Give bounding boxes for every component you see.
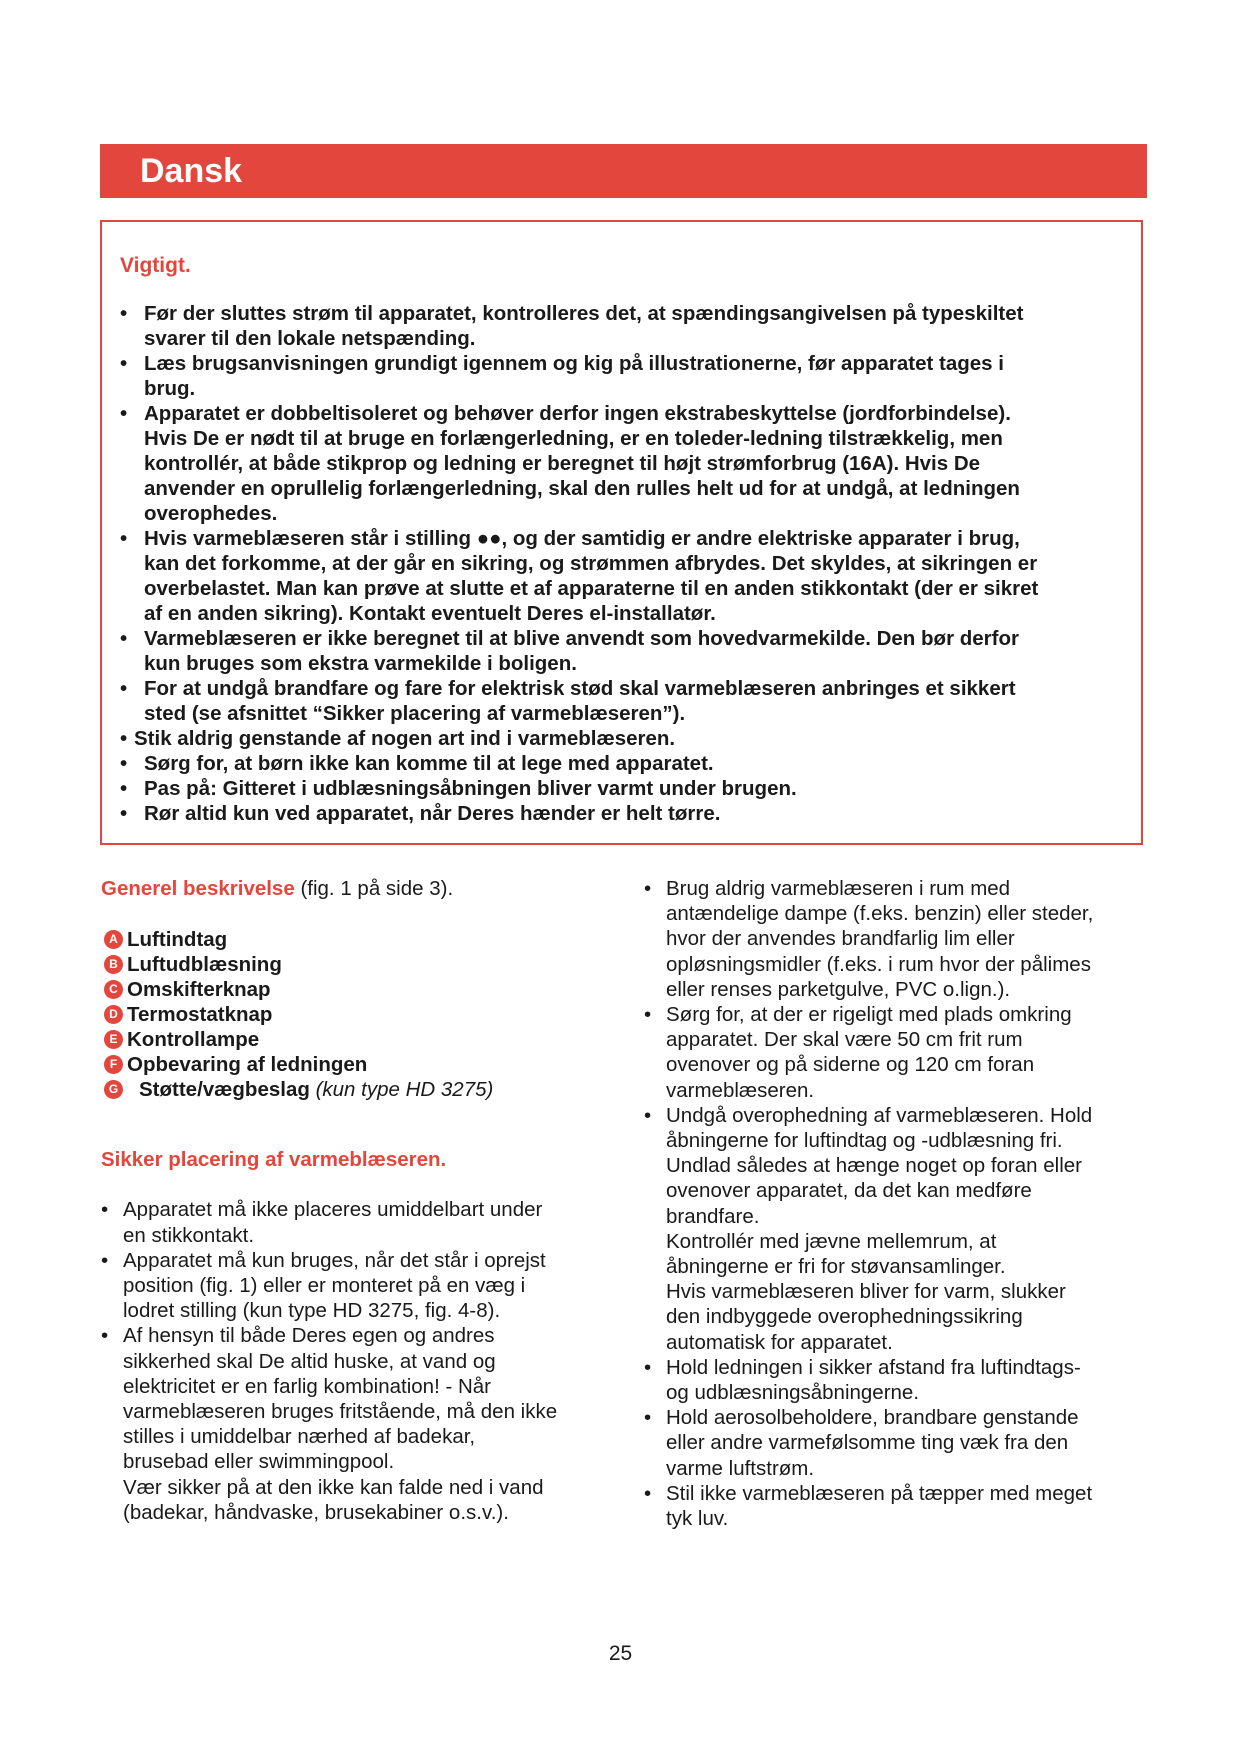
item-text: Apparatet må kun bruges, når det står i oprejst position (fig. 1) eller er monteret på en væg i lodret stilling (kun type HD 3275, fig. 4-8). <box>123 1248 546 1323</box>
legend-item <box>101 1077 631 1102</box>
item-text: Af hensyn til både Deres egen og andres sikkerhed skal De altid huske, at vand og elektricitet er en farlig kombination! - Når varmeblæseren bruges fritstående, må den ikke stilles i umiddelbar nærhed af badekar, brusebad eller swimmingpool. Vær sikker på at den ikke kan falde ned i vand (badekar, håndvaske, brusekabiner o.s.v.). <box>123 1324 558 1524</box>
list-item: • Hold aerosolbeholdere, brandbare genstande eller andre varmefølsomme ting væk fra den varme luftstrøm. <box>644 1406 1079 1480</box>
list-item: • Hold ledningen i sikker afstand fra luftindtags- og udblæsningsåbningerne. <box>644 1355 1081 1405</box>
legend-label: Termostatknap <box>127 1003 273 1027</box>
list-item: • Hvis varmeblæseren står i stilling ●●, og der samtidig er andre elektriske apparater i brug, kan det forkomme, at der går en sikring, og strømmen afbrydes. Det skyldes, at sikringen er overbelastet. Man kan prøve at slutte et af apparaterne til en anden stikkontakt (der er sikret af en anden sikring). Kontakt eventuelt Deres el-installatør. <box>120 527 1039 625</box>
important-box <box>100 220 1143 845</box>
item-text: Hvis varmeblæseren står i stilling ●●, og der samtidig er andre elektriske apparater i brug, kan det forkomme, at der går en sikring, og strømmen afbrydes. Det skyldes, at sikringen er overbelastet. Man kan prøve at slutte et af apparaterne til en anden stikkontakt (der er sikret af en anden sikring). Kontakt eventuelt Deres el-installatør. <box>144 527 1039 625</box>
item-text: Varmeblæseren er ikke beregnet til at blive anvendt som hovedvarmekilde. Den bør derfor kun bruges som ekstra varmekilde i boligen. <box>144 627 1019 675</box>
legend-item <box>101 1052 631 1077</box>
general-title: Generel beskrivelse <box>101 877 295 900</box>
item-text: Undgå overophedning af varmeblæseren. Hold åbningerne for luftindtag og -udblæsning fri. Undlad således at hænge noget op foran eller ovenover apparatet, da det kan medføre brandfare. Kontrollér med jævne mellemrum, at åbningerne er fri for støvansamlinger. Hvis varmeblæseren bliver for varm, slukker den indbyggede overophedningssikring automatisk for apparatet. <box>666 1103 1093 1354</box>
general-ref: (fig. 1 på side 3). <box>300 877 454 900</box>
legend-label: Kontrollampe <box>127 1028 260 1052</box>
list-item: • Rør altid kun ved apparatet, når Deres hænder er helt tørre. <box>120 802 721 825</box>
letter-badge-icon: B <box>104 955 123 974</box>
list-item: • Stil ikke varmeblæseren på tæpper med meget tyk luv. <box>644 1481 1093 1531</box>
item-text: Brug aldrig varmeblæseren i rum med antændelige dampe (f.eks. benzin) eller steder, hvor der anvendes brandfarlig lim eller opløsningsmidler (f.eks. i rum hvor der pålimes eller renses parketgulve, PVC o.lign.). <box>666 877 1094 1001</box>
legend-label: Støtte/vægbeslag <box>139 1078 310 1102</box>
right-column <box>644 876 1154 1531</box>
item-text: For at undgå brandfare og fare for elektrisk stød skal varmeblæseren anbringes et sikkert sted (se afsnittet “Sikker placering af varmeblæseren”). <box>144 677 1016 725</box>
list-item: • Sørg for, at børn ikke kan komme til at lege med apparatet. <box>120 752 714 775</box>
list-item: • Apparatet må kun bruges, når det står i oprejst position (fig. 1) eller er monteret på en væg i lodret stilling (kun type HD 3275, fig. 4-8). <box>101 1248 546 1323</box>
item-text: Før der sluttes strøm til apparatet, kontrolleres det, at spændingsangivelsen på typeskiltet svarer til den lokale netspænding. <box>144 302 1024 350</box>
list-item: • Brug aldrig varmeblæseren i rum med antændelige dampe (f.eks. benzin) eller steder, hvor der anvendes brandfarlig lim eller opløsningsmidler (f.eks. i rum hvor der pålimes eller renses parketgulve, PVC o.lign.). <box>644 877 1094 1001</box>
letter-badge-icon: D <box>104 1005 123 1024</box>
important-list <box>120 301 1120 826</box>
list-item: • Af hensyn til både Deres egen og andres sikkerhed skal De altid huske, at vand og elektricitet er en farlig kombination! - Når varmeblæseren bruges fritstående, må den ikke stilles i umiddelbar nærhed af badekar, brusebad eller swimmingpool. Vær sikker på at den ikke kan falde ned i vand (badekar, håndvaske, brusekabiner o.s.v.). <box>101 1324 558 1524</box>
item-text: Hold ledningen i sikker afstand fra luftindtags- og udblæsningsåbningerne. <box>666 1355 1081 1405</box>
list-item: • Læs brugsanvisningen grundigt igennem og kig på illustrationerne, før apparatet tages i brug. <box>120 352 1004 400</box>
list-item: • Sørg for, at der er rigeligt med plads omkring apparatet. Der skal være 50 cm frit rum ovenover og på siderne og 120 cm foran varmeblæseren. <box>644 1003 1072 1102</box>
legend-label: Omskifterknap <box>127 978 271 1002</box>
list-item: • Stik aldrig genstande af nogen art ind i varmeblæseren. <box>120 727 676 750</box>
item-text: Sørg for, at der er rigeligt med plads omkring apparatet. Der skal være 50 cm frit rum ovenover og på siderne og 120 cm foran varmeblæseren. <box>666 1003 1072 1102</box>
legend-label: Luftindtag <box>127 928 228 952</box>
parts-legend <box>101 927 631 1102</box>
legend-note: (kun type HD 3275) <box>315 1078 494 1102</box>
letter-badge-icon: F <box>104 1055 123 1074</box>
list-item: • Apparatet er dobbeltisoleret og behøver derfor ingen ekstrabeskyttelse (jordforbindelse). Hvis De er nødt til at bruge en forlængerledning, er en toleder-ledning tilstrækkelig, men kontrollér, at både stikprop og ledning er beregnet til højt strømforbrug (16A). Hvis De anvender en oprullelig forlængerledning, skal den rulles helt ud for at undgå, at ledningen overophedes. <box>120 402 1020 525</box>
list-item: • Før der sluttes strøm til apparatet, kontrolleres det, at spændingsangivelsen på typeskiltet svarer til den lokale netspænding. <box>120 302 1024 350</box>
list-item: • Apparatet må ikke placeres umiddelbart under en stikkontakt. <box>101 1198 543 1247</box>
letter-badge-icon: C <box>104 980 123 999</box>
item-text: Sørg for, at børn ikke kan komme til at lege med apparatet. <box>144 752 714 775</box>
item-text: Stil ikke varmeblæseren på tæpper med meget tyk luv. <box>666 1481 1093 1531</box>
letter-badge-icon: A <box>104 930 123 949</box>
legend-label: Opbevaring af ledningen <box>127 1053 368 1077</box>
item-text: Rør altid kun ved apparatet, når Deres hænder er helt tørre. <box>144 802 721 825</box>
language-title: Dansk <box>140 152 243 190</box>
item-text: Apparatet er dobbeltisoleret og behøver derfor ingen ekstrabeskyttelse (jordforbindelse). Hvis De er nødt til at bruge en forlængerledning, er en toleder-ledning tilstrækkelig, men kontrollér, at både stikprop og ledning er beregnet til højt strømforbrug (16A). Hvis De anvender en oprullelig forlængerledning, skal den rulles helt ud for at undgå, at ledningen overophedes. <box>144 402 1020 525</box>
list-item: • Undgå overophedning af varmeblæseren. Hold åbningerne for luftindtag og -udblæsning fri. Undlad således at hænge noget op foran eller ovenover apparatet, da det kan medføre brandfare. Kontrollér med jævne mellemrum, at åbningerne er fri for støvansamlinger. Hvis varmeblæseren bliver for varm, slukker den indbyggede overophedningssikring automatisk for apparatet. <box>644 1103 1093 1354</box>
item-text: Apparatet må ikke placeres umiddelbart under en stikkontakt. <box>123 1198 543 1247</box>
item-text: Hold aerosolbeholdere, brandbare genstande eller andre varmefølsomme ting væk fra den varme luftstrøm. <box>666 1406 1079 1480</box>
list-item: • Varmeblæseren er ikke beregnet til at blive anvendt som hovedvarmekilde. Den bør derfor kun bruges som ekstra varmekilde i boligen. <box>120 627 1019 675</box>
item-text: Stik aldrig genstande af nogen art ind i varmeblæseren. <box>134 727 676 750</box>
legend-item <box>101 977 631 1002</box>
legend-item <box>101 952 631 977</box>
left-column <box>101 876 631 1525</box>
letter-badge-icon: G <box>104 1080 123 1099</box>
general-description-heading <box>101 876 631 901</box>
page-number: 25 <box>608 1642 633 1665</box>
language-header-bar <box>100 144 1147 198</box>
list-item: • Pas på: Gitteret i udblæsningsåbningen bliver varmt under brugen. <box>120 777 797 800</box>
safe-placement-title: Sikker placering af varmeblæseren. <box>101 1148 447 1172</box>
legend-item <box>101 1027 631 1052</box>
item-text: Pas på: Gitteret i udblæsningsåbningen bliver varmt under brugen. <box>144 777 797 800</box>
legend-label: Luftudblæsning <box>127 953 282 977</box>
list-item: • For at undgå brandfare og fare for elektrisk stød skal varmeblæseren anbringes et sikkert sted (se afsnittet “Sikker placering af varmeblæseren”). <box>120 677 1016 725</box>
item-text: Læs brugsanvisningen grundigt igennem og kig på illustrationerne, før apparatet tages i brug. <box>144 352 1004 400</box>
letter-badge-icon: E <box>104 1030 123 1049</box>
legend-item <box>101 927 631 952</box>
legend-item <box>101 1002 631 1027</box>
important-title: Vigtigt. <box>120 254 191 277</box>
